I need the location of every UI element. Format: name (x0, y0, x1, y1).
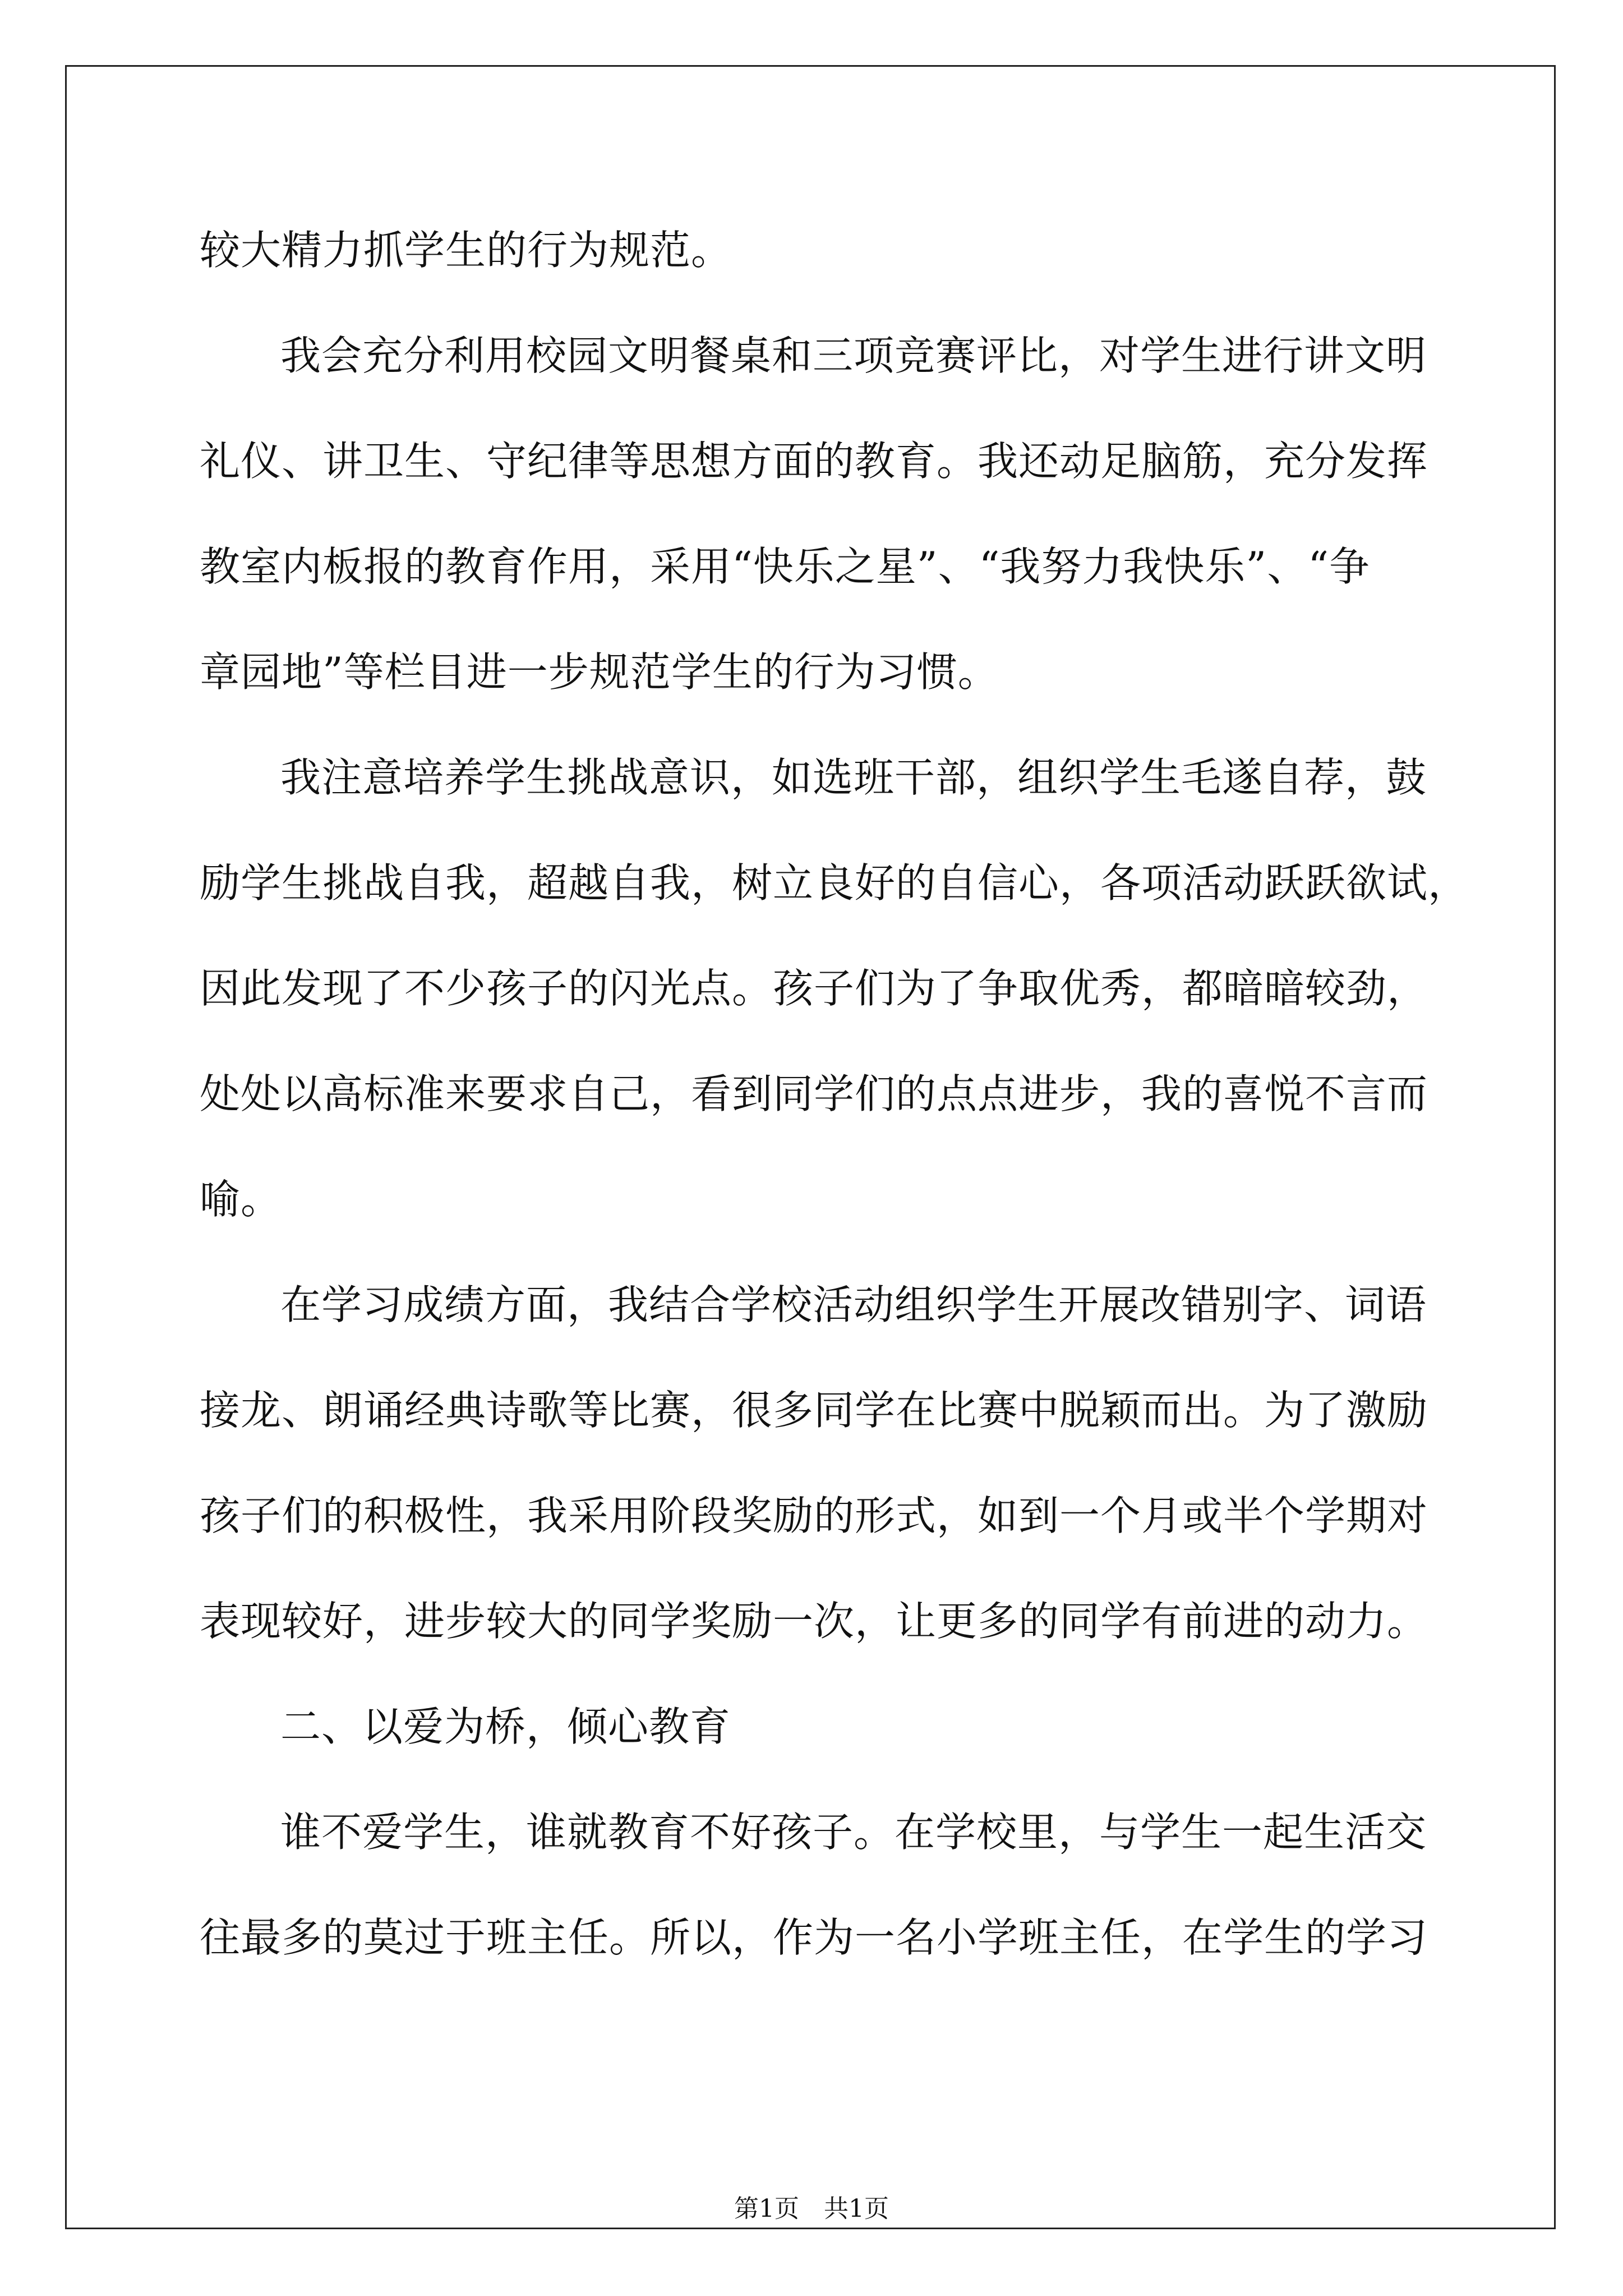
text-line: 励学生挑战自我，超越自我，树立良好的自信心，各项活动跃跃欲试， (200, 859, 1469, 907)
text-line: 表现较好，进步较大的同学奖励一次，让更多的同学有前进的动力。 (200, 1598, 1428, 1645)
text-line: 因此发现了不少孩子的闪光点。孩子们为了争取优秀，都暗暗较劲， (200, 965, 1428, 1012)
section-heading: 二、以爱为桥，倾心教育 (280, 1703, 731, 1750)
paragraph-first-line: 我会充分利用校园文明餐桌和三项竞赛评比，对学生进行讲文明 (280, 332, 1427, 379)
page-border (65, 65, 1556, 2229)
text-line: 喻。 (200, 1176, 282, 1223)
text-line: 处处以高标准来要求自己，看到同学们的点点进步，我的喜悦不言而 (200, 1070, 1428, 1117)
text-line: 孩子们的积极性，我采用阶段奖励的形式，如到一个月或半个学期对 (200, 1492, 1428, 1539)
text-line: 接龙、朗诵经典诗歌等比赛，很多同学在比赛中脱颖而出。为了激励 (200, 1387, 1428, 1434)
page-footer: 第1页 共1页 (734, 2194, 889, 2223)
paragraph-first-line: 在学习成绩方面，我结合学校活动组织学生开展改错别字、词语 (280, 1281, 1427, 1328)
text-line: 章园地”等栏目进一步规范学生的行为习惯。 (200, 648, 999, 696)
text-line: 较大精力抓学生的行为规范。 (200, 227, 732, 274)
text-line: 往最多的莫过于班主任。所以，作为一名小学班主任，在学生的学习 (200, 1914, 1428, 1961)
paragraph-first-line: 谁不爱学生，谁就教育不好孩子。在学校里，与学生一起生活交 (280, 1809, 1427, 1856)
text-line: 教室内板报的教育作用，采用“快乐之星”、“我努力我快乐”、“争 (200, 543, 1371, 590)
paragraph-first-line: 我注意培养学生挑战意识，如选班干部，组织学生毛遂自荐，鼓 (280, 754, 1427, 801)
text-line: 礼仪、讲卫生、守纪律等思想方面的教育。我还动足脑筋，充分发挥 (200, 438, 1428, 485)
